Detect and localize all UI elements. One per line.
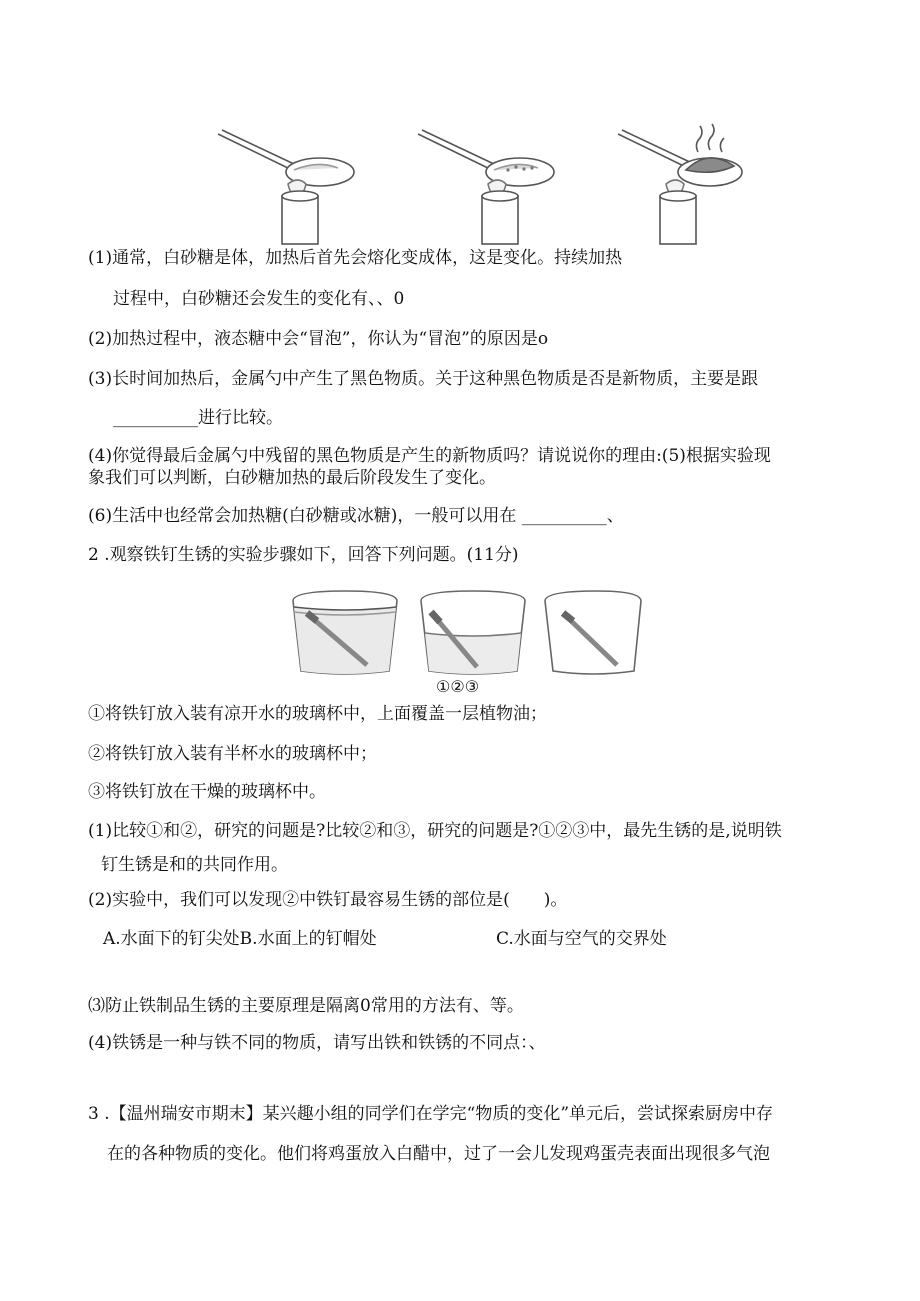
q2-option-c: C.水面与空气的交界处 bbox=[496, 929, 667, 949]
q2-part4: (4)铁锈是一种与铁不同的物质，请写出铁和铁锈的不同点：、 bbox=[88, 1033, 546, 1053]
q1-part1-line2: 过程中，白砂糖还会发生的变化有、、0 bbox=[113, 289, 405, 309]
q3-line2: 在的各种物质的变化。他们将鸡蛋放入白醋中，过了一会儿发现鸡蛋壳表面出现很多气泡 bbox=[107, 1144, 770, 1164]
q2-part2: (2)实验中，我们可以发现②中铁钉最容易生锈的部位是( )。 bbox=[88, 890, 568, 910]
cup-2 bbox=[421, 591, 525, 674]
cup-3 bbox=[545, 591, 641, 674]
q2-step2: ②将铁钉放入装有半杯水的玻璃杯中； bbox=[88, 744, 377, 764]
q1-part3-line2: __________进行比较。 bbox=[113, 408, 283, 428]
q2-option-ab: A.水面下的钉尖处B.水面上的钉帽处 bbox=[103, 929, 377, 949]
q1-part6: (6)生活中也经常会加热糖(白砂糖或冰糖)，一般可以用在 __________、 bbox=[88, 506, 624, 526]
cup-labels: ①②③ bbox=[436, 677, 480, 696]
q2-part1-line2: 钉生锈是和的共同作用。 bbox=[101, 855, 288, 875]
spoon-2 bbox=[418, 130, 554, 244]
q3-line1: 3 .【温州瑞安市期末】某兴趣小组的同学们在学完“物质的变化”单元后，尝试探索厨房中存 bbox=[88, 1104, 774, 1124]
q2-step1: ①将铁钉放入装有凉开水的玻璃杯中，上面覆盖一层植物油； bbox=[88, 704, 547, 724]
spoon-1 bbox=[218, 130, 354, 244]
glass-cups-figure bbox=[285, 583, 645, 678]
q1-part1-line1: (1)通常，白砂糖是体，加热后首先会熔化变成体，这是变化。持续加热 bbox=[88, 248, 623, 268]
q1-part3-line1: (3)长时间加热后，金属勺中产生了黑色物质。关于这种黑色物质是否是新物质，主要是跟 bbox=[88, 369, 759, 389]
q2-title: 2 .观察铁钉生锈的实验步骤如下，回答下列问题。(11分) bbox=[88, 545, 519, 565]
q1-part4-line1: (4)你觉得最后金属勺中残留的黑色物质是产生的新物质吗？请说说你的理由:(5)根据实验现 bbox=[88, 446, 771, 466]
cup-1 bbox=[293, 591, 397, 674]
q2-part3: ⑶防止铁制品生锈的主要原理是隔离0常用的方法有、等。 bbox=[88, 996, 524, 1016]
q1-part4-line2: 象我们可以判断，白砂糖加热的最后阶段发生了变化。 bbox=[88, 468, 496, 488]
spoon-3 bbox=[618, 124, 742, 244]
q1-part2: (2)加热过程中，液态糖中会“冒泡”，你认为“冒泡”的原因是o bbox=[88, 329, 549, 349]
spoon-heating-figure bbox=[210, 122, 750, 246]
q2-step3: ③将铁钉放在干燥的玻璃杯中。 bbox=[88, 782, 326, 802]
q2-part1-line1: (1)比较①和②，研究的问题是?比较②和③，研究的问题是?①②③中，最先生锈的是,说明铁 bbox=[88, 821, 782, 841]
